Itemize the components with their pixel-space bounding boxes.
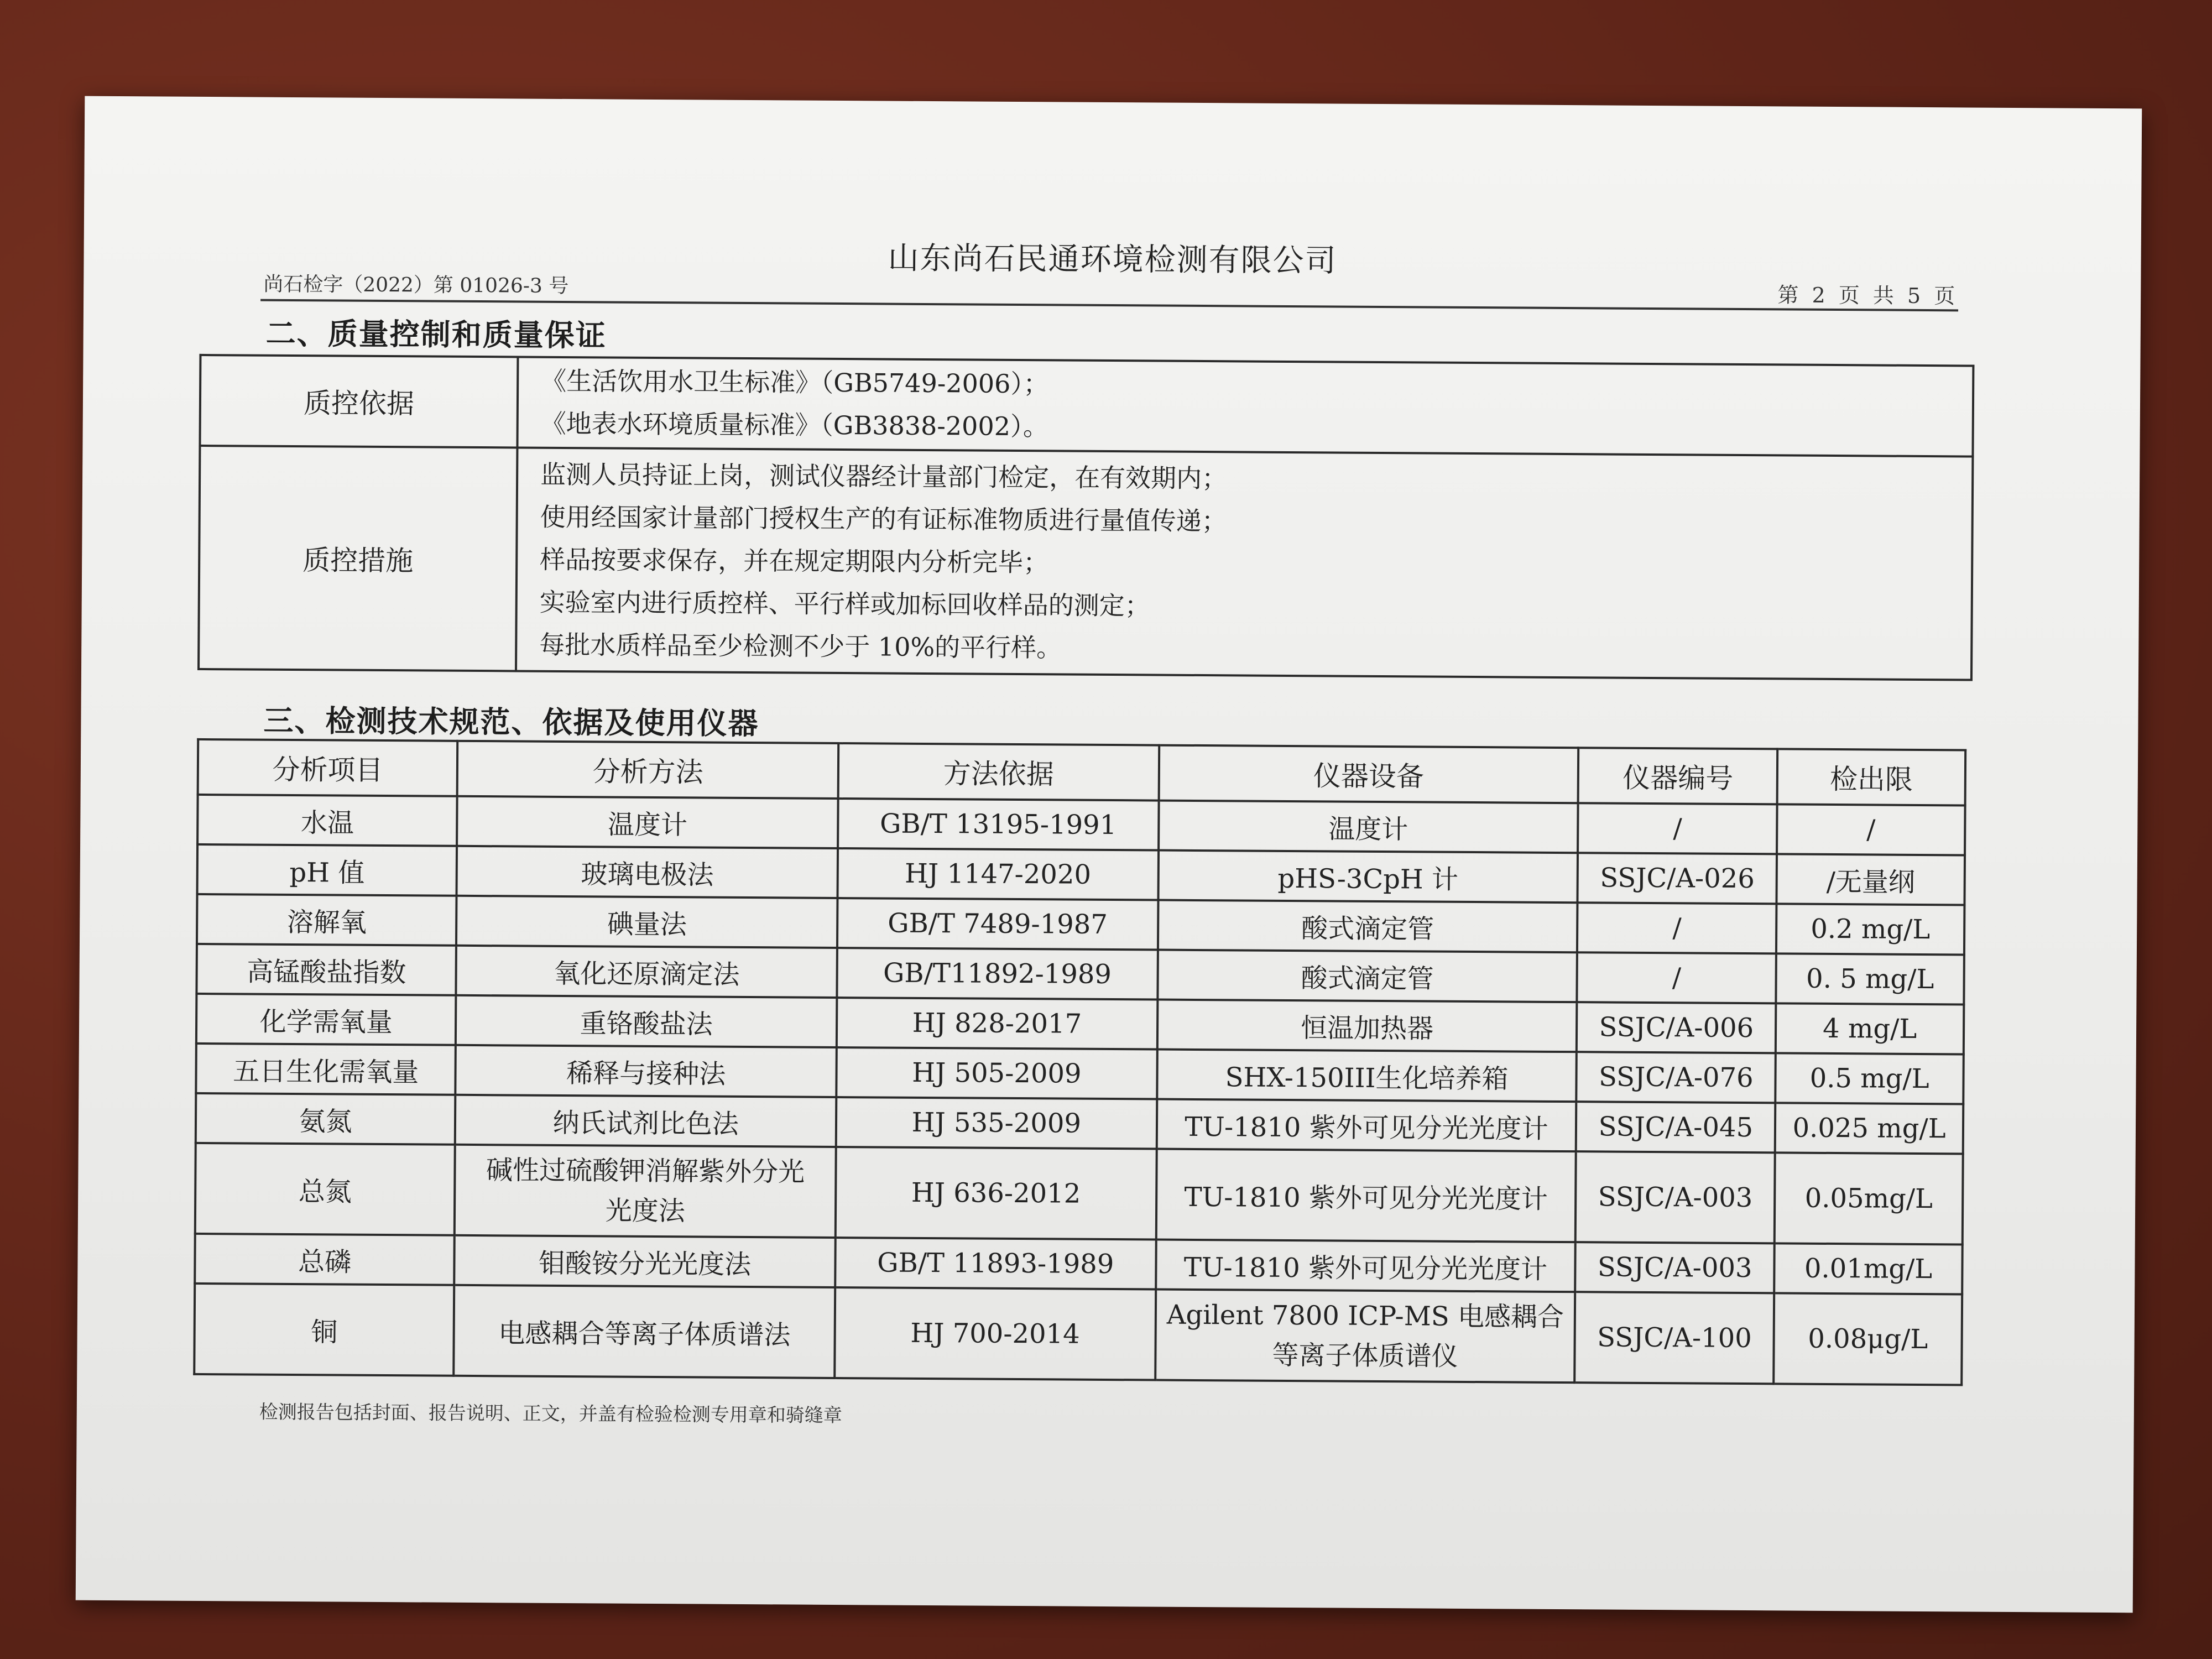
table-cell: 0.025 mg/L <box>1775 1103 1963 1154</box>
table-cell: HJ 505-2009 <box>836 1047 1157 1099</box>
column-header: 检出限 <box>1777 749 1965 805</box>
table-cell: 0.08μg/L <box>1773 1293 1962 1385</box>
qc-line: 样品按要求保存，并在规定期限内分析完毕； <box>540 544 1049 577</box>
table-cell: GB/T 11893-1989 <box>835 1238 1156 1290</box>
table-cell: 温度计 <box>1159 801 1578 853</box>
table-cell: 总磷 <box>195 1234 455 1285</box>
page-number: 第 2 页 共 5 页 <box>1777 283 1959 309</box>
report-page <box>76 96 2142 1613</box>
table-cell: 恒温加热器 <box>1157 1000 1577 1052</box>
column-header: 分析项目 <box>198 739 458 796</box>
table-cell: 0.2 mg/L <box>1776 904 1964 954</box>
section-2-title: 二、质量控制和质量保证 <box>265 315 607 353</box>
qc-text <box>517 357 1973 456</box>
qc-text <box>516 447 1973 680</box>
table-cell: 温度计 <box>457 796 838 848</box>
table-cell: 0.01mg/L <box>1774 1243 1962 1294</box>
table-cell: 碘量法 <box>456 896 837 948</box>
table-cell: 总氮 <box>195 1143 455 1235</box>
qc-row-basis <box>200 355 1973 457</box>
table-cell: TU-1810 紫外可见分光光度计 <box>1156 1099 1576 1152</box>
column-header: 方法依据 <box>838 743 1159 801</box>
table-cell: GB/T11892-1989 <box>837 948 1157 1000</box>
table-cell: SSJC/A-006 <box>1577 1002 1776 1053</box>
quality-control-table <box>197 354 1974 681</box>
table-cell: TU-1810 紫外可见分光光度计 <box>1156 1240 1575 1292</box>
table-row <box>194 1284 1962 1385</box>
table-cell: SSJC/A-003 <box>1575 1242 1775 1293</box>
qc-label: 质控依据 <box>200 355 518 448</box>
table-cell: SSJC/A-045 <box>1576 1102 1775 1152</box>
table-cell: HJ 700-2014 <box>834 1287 1155 1380</box>
table-cell: 钼酸铵分光光度法 <box>454 1235 835 1287</box>
footer-note: 检测报告包括封面、报告说明、正文，并盖有检验检测专用章和骑缝章 <box>259 1401 842 1427</box>
qc-line: 使用经国家计量部门授权生产的有证标准物质进行量值传递； <box>540 502 1227 536</box>
seam-stamp <box>774 1402 1062 1452</box>
table-cell: 水温 <box>197 795 457 846</box>
table-cell: 酸式滴定管 <box>1157 900 1577 953</box>
qc-row-measures <box>199 446 1973 680</box>
table-cell: GB/T 13195-1991 <box>838 799 1159 851</box>
table-cell: pHS-3CpH 计 <box>1158 851 1578 903</box>
table-cell: 玻璃电极法 <box>457 846 838 898</box>
table-cell: SSJC/A-076 <box>1577 1052 1776 1103</box>
table-cell <box>1155 1290 1575 1383</box>
table-cell: 重铬酸盐法 <box>456 995 837 1047</box>
table-cell: GB/T 7489-1987 <box>837 898 1158 950</box>
qc-line: 每批水质样品至少检测不少于 10%的平行样。 <box>539 629 1062 662</box>
qc-line: 实验室内进行质控样、平行样或加标回收样品的测定； <box>539 587 1150 620</box>
section-3-title: 三、检测技术规范、依据及使用仪器 <box>263 702 759 742</box>
table-cell: TU-1810 紫外可见分光光度计 <box>1156 1149 1576 1243</box>
table-cell: 溶解氧 <box>197 894 457 946</box>
document-number: 尚石检字（2022）第 01026-3 号 <box>263 273 569 298</box>
table-cell: 4 mg/L <box>1776 1003 1964 1054</box>
table-cell: 稀释与接种法 <box>456 1045 837 1097</box>
cell-line: Agilent 7800 ICP-MS 电感耦合 <box>1166 1299 1564 1333</box>
table-cell: 电感耦合等离子体质谱法 <box>453 1285 835 1378</box>
table-cell: HJ 828-2017 <box>837 998 1157 1050</box>
table-cell: 0.5 mg/L <box>1775 1053 1963 1104</box>
table-cell: HJ 535-2009 <box>836 1097 1157 1149</box>
cell-line: 光度法 <box>605 1195 685 1227</box>
header-rule <box>260 299 1958 312</box>
qc-line: 《地表水环境质量标准》（GB3838-2002）。 <box>540 408 1049 442</box>
qc-label: 质控措施 <box>199 446 517 671</box>
table-row <box>195 1143 1963 1245</box>
table-cell: HJ 1147-2020 <box>838 848 1159 900</box>
table-cell: 0. 5 mg/L <box>1776 953 1964 1004</box>
table-cell: SSJC/A-003 <box>1575 1151 1775 1243</box>
table-cell: 纳氏试剂比色法 <box>455 1095 836 1147</box>
table-header-row <box>198 739 1966 806</box>
table-cell: SSJC/A-100 <box>1575 1292 1775 1384</box>
table-cell: 高锰酸盐指数 <box>196 944 456 995</box>
table-cell: SHX-150III生化培养箱 <box>1157 1050 1577 1102</box>
column-header: 分析方法 <box>457 741 838 799</box>
table-cell: / <box>1578 803 1777 854</box>
table-cell <box>455 1145 836 1238</box>
table-cell: / <box>1777 804 1965 855</box>
table-cell: pH 值 <box>197 844 457 896</box>
cell-line: 碱性过硫酸钾消解紫外分光 <box>486 1155 805 1188</box>
table-cell: 氧化还原滴定法 <box>456 946 837 998</box>
qc-line: 《生活饮用水卫生标准》（GB5749-2006）； <box>541 366 1049 399</box>
table-cell: / <box>1577 952 1776 1003</box>
column-header: 仪器设备 <box>1159 745 1579 804</box>
table-cell: 酸式滴定管 <box>1157 950 1577 1003</box>
table-cell: /无量纲 <box>1777 854 1965 905</box>
table-cell: HJ 636-2012 <box>836 1147 1156 1240</box>
table-cell: 五日生化需氧量 <box>196 1044 456 1095</box>
cell-line: 等离子体质谱仪 <box>1272 1339 1458 1372</box>
table-cell: 铜 <box>194 1284 454 1376</box>
table-cell: 氨氮 <box>196 1093 456 1145</box>
company-name: 山东尚石民通环境检测有限公司 <box>888 240 1337 279</box>
column-header: 仪器编号 <box>1578 748 1777 804</box>
detection-methods-table <box>193 738 1966 1386</box>
qc-line: 监测人员持证上岗，测试仪器经计量部门检定，在有效期内； <box>540 459 1228 493</box>
table-cell: SSJC/A-026 <box>1578 853 1777 904</box>
table-cell: 0.05mg/L <box>1775 1152 1963 1244</box>
table-cell: 化学需氧量 <box>196 994 456 1045</box>
table-cell: / <box>1577 902 1776 953</box>
